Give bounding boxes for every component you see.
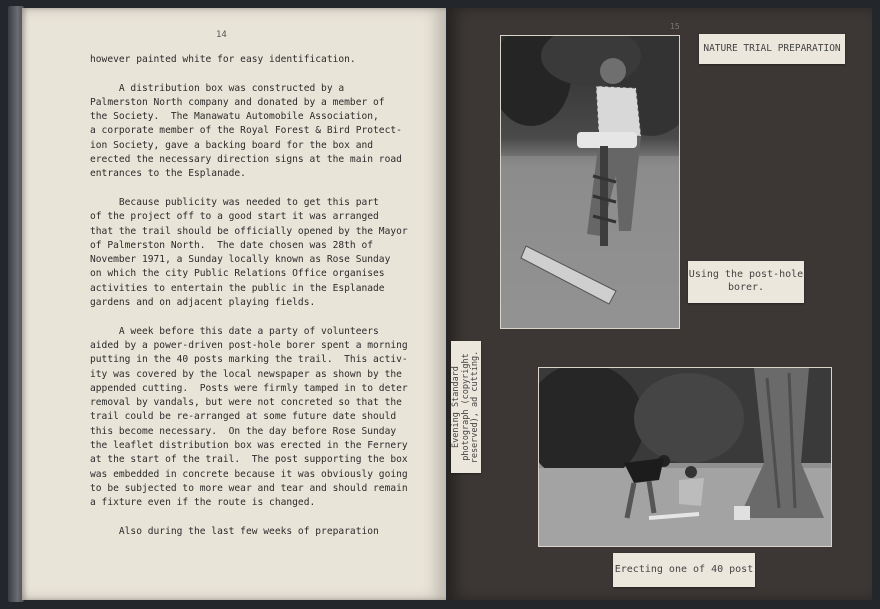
caption-borer-label bbox=[688, 261, 804, 303]
caption-newspaper-label bbox=[451, 341, 481, 473]
caption-borer-line-1: Using the post-hole bbox=[688, 269, 804, 280]
typed-text-body bbox=[90, 53, 420, 539]
photo-erecting-post bbox=[538, 367, 832, 547]
photo-erecting-image bbox=[539, 368, 831, 546]
paragraph-1: however painted white for easy identification. bbox=[90, 54, 356, 65]
caption-newspaper-line-3: reserved), ad cutting. bbox=[469, 350, 480, 464]
caption-borer-line-2: borer. bbox=[727, 282, 765, 293]
page-number-right: 15 bbox=[670, 22, 680, 31]
caption-erecting-text: Erecting one of 40 post bbox=[614, 564, 754, 575]
caption-newspaper-line-1: Evening Standard bbox=[450, 366, 461, 448]
left-page bbox=[22, 8, 446, 600]
photo-post-hole-borer bbox=[500, 35, 680, 329]
caption-newspaper-line-2: photograph (copyright bbox=[460, 353, 471, 461]
paragraph-2: A distribution box was constructed by a Palmerston North company and donated by a member of the Society. The Manawatu Automobile Association, a corporate member of the Royal Forest & Bird Protect- ion Society, gave a backing board for the box and erected the necessary direction signs at the main road entrances to the Esplanade. bbox=[90, 82, 402, 180]
page-number-left: 14 bbox=[216, 30, 227, 40]
caption-erecting-label bbox=[613, 553, 755, 587]
paragraph-3: Because publicity was needed to get this part of the project off to a good start it was arranged that the trail should be officially opened by the Mayor of Palmerston North. The date chosen was 28th of November 1971, a Sunday locally known as Rose Sunday on which the city Public Relations Office organises activities to entertain the public in the Esplanade gardens and on adjacent playing fields. bbox=[90, 196, 408, 309]
title-label-text: NATURE TRIAL PREPARATION bbox=[703, 43, 841, 54]
right-page-album bbox=[448, 8, 872, 600]
paragraph-4: A week before this date a party of volunteers aided by a power-driven post-hole borer spent a morning putting in the 40 posts marking the trail. This activ- ity was covered by the local newspaper as shown by the appended cutting. Posts were firmly tamped in to deter removal by vandals, but were not concreted so that the trail could be re-arranged at some future date should this become necessary. On the day before Rose Sunday the leaflet distribution box was erected in the Fernery at the start of the trail. The post supporting the box was embedded in concrete because it was obviously going to be subjected to more wear and tear and should remain a fixture even if the route is changed. bbox=[90, 325, 408, 509]
photo-borer-image bbox=[501, 36, 679, 328]
caption-newspaper-text bbox=[452, 342, 481, 472]
paragraph-5: Also during the last few weeks of preparation bbox=[90, 525, 379, 537]
title-label bbox=[699, 34, 845, 64]
